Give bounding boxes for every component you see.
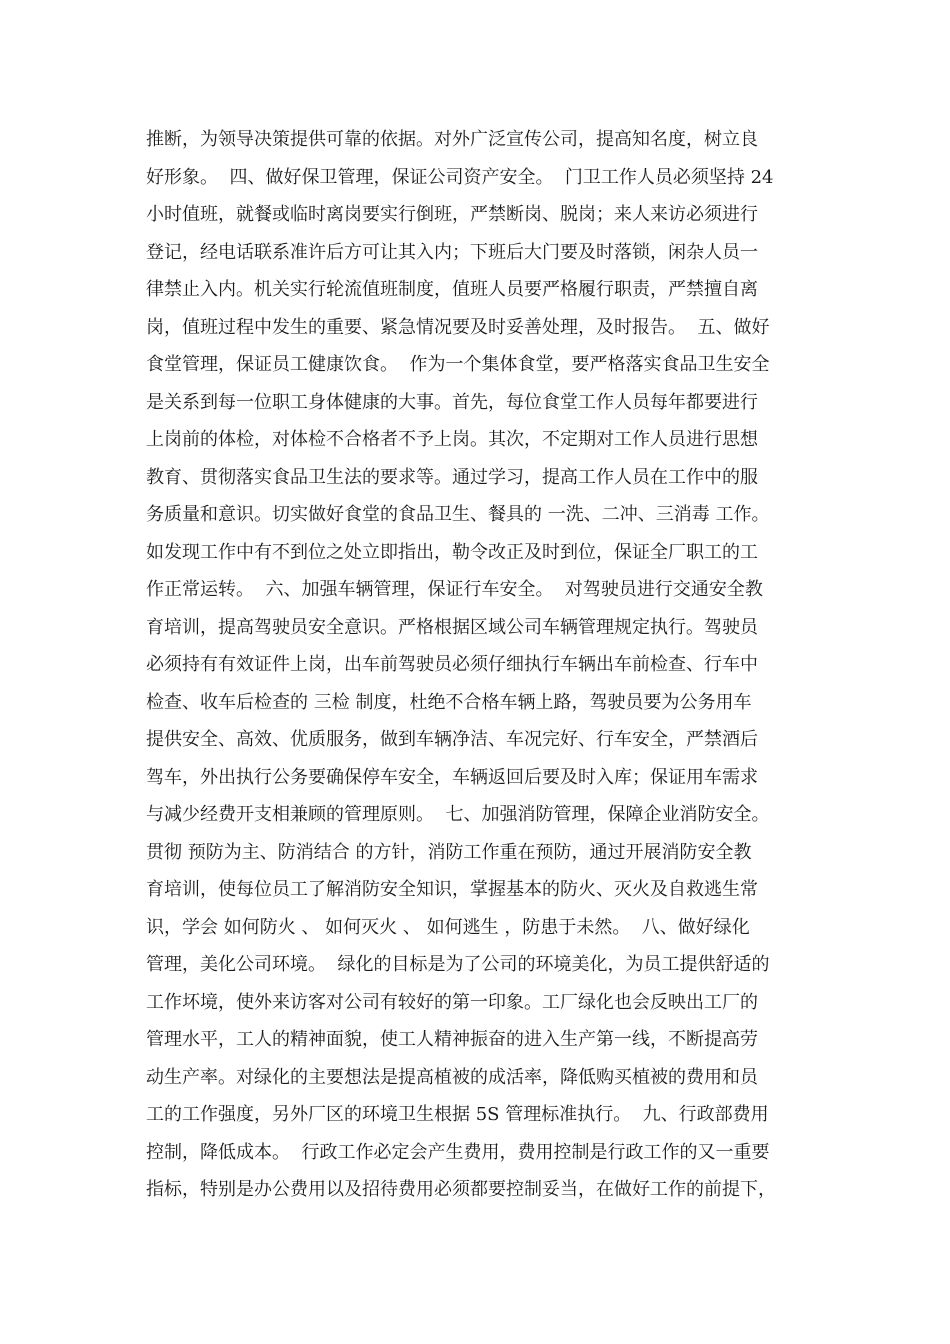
- text-line: 提供安全、高效、优质服务，做到车辆净洁、车况完好、行车安全，严禁酒后: [146, 729, 758, 750]
- text-line: 律禁止入内。机关实行轮流值班制度，值班人员要严格履行职责，严禁擅自离: [146, 279, 758, 300]
- text-line: 动生产率。对绿化的主要想法是提高植被的成活率，降低购买植被的费用和员: [146, 1066, 758, 1088]
- text-line: 贯彻 预防为主、防消结合 的方针，消防工作重在预防，通过开展消防安全教: [146, 841, 752, 863]
- text-line: 好形象。 四、做好保卫管理，保证公司资产安全。 门卫工作人员必须坚持 24: [146, 166, 774, 188]
- text-line: 务质量和意识。切实做好食堂的食品卫生、餐具的 一洗、二冲、三消毒 工作。: [146, 504, 770, 525]
- text-line: 管理，美化公司环境。 绿化的目标是为了公司的环境美化，为员工提供舒适的: [146, 954, 770, 975]
- text-line: 必须持有有效证件上岗，出车前驾驶员必须仔细执行车辆出车前检查、行车中: [146, 654, 758, 675]
- text-line: 教育、贯彻落实食品卫生法的要求等。通过学习，提高工作人员在工作中的服: [146, 466, 758, 488]
- text-line: 推断，为领导决策提供可靠的依据。对外广泛宣传公司，提高知名度，树立良: [146, 129, 758, 150]
- body-text: [146, 121, 816, 1209]
- text-line: 登记，经电话联系准许后方可让其入内；下班后大门要及时落锁，闲杂人员一: [146, 241, 758, 263]
- text-line: 工的工作强度，另外厂区的环境卫生根据 5S 管理标准执行。 九、行政部费用: [146, 1104, 769, 1125]
- text-line: 控制，降低成本。 行政工作必定会产生费用，费用控制是行政工作的又一重要: [146, 1141, 770, 1163]
- text-line: 岗，值班过程中发生的重要、紧急情况要及时妥善处理，及时报告。 五、做好: [146, 316, 770, 338]
- text-line: 小时值班，就餐或临时离岗要实行倒班，严禁断岗、脱岗；来人来访必须进行: [146, 204, 758, 225]
- text-line: 是关系到每一位职工身体健康的大事。首先，每位食堂工作人员每年都要进行: [146, 391, 758, 413]
- text-line: 驾车，外出执行公务要确保停车安全，车辆返回后要及时入库；保证用车需求: [146, 766, 758, 788]
- text-line: 作正常运转。 六、加强车辆管理，保证行车安全。 对驾驶员进行交通安全教: [146, 579, 763, 600]
- text-line: 如发现工作中有不到位之处立即指出，勒令改正及时到位，保证全厂职工的工: [146, 541, 758, 563]
- text-line: 食堂管理，保证员工健康饮食。 作为一个集体食堂，要严格落实食品卫生安全: [146, 354, 770, 375]
- text-line: 育培训，提高驾驶员安全意识。严格根据区域公司车辆管理规定执行。驾驶员: [146, 616, 758, 638]
- text-line: 检查、收车后检查的 三检 制度，杜绝不合格车辆上路，驾驶员要为公务用车: [146, 691, 752, 713]
- text-line: 上岗前的体检，对体检不合格者不予上岗。其次，不定期对工作人员进行思想: [146, 429, 758, 450]
- text-line: 识，学会 如何防火 、 如何灭火 、 如何逃生 ，防患于未然。 八、做好绿化: [146, 916, 750, 938]
- text-line: 管理水平，工人的精神面貌，使工人精神振奋的进入生产第一线，不断提高劳: [146, 1029, 758, 1050]
- text-line: 工作坏境，使外来访客对公司有较好的第一印象。工厂绿化也会反映出工厂的: [146, 991, 758, 1013]
- text-line: 指标，特别是办公费用以及招待费用必须都要控制妥当，在做好工作的前提下，: [146, 1179, 776, 1200]
- text-line: 与减少经费开支相兼顾的管理原则。 七、加强消防管理，保障企业消防安全。: [146, 804, 770, 825]
- text-line: 育培训，使每位员工了解消防安全知识，掌握基本的防火、灭火及自救逃生常: [146, 879, 758, 900]
